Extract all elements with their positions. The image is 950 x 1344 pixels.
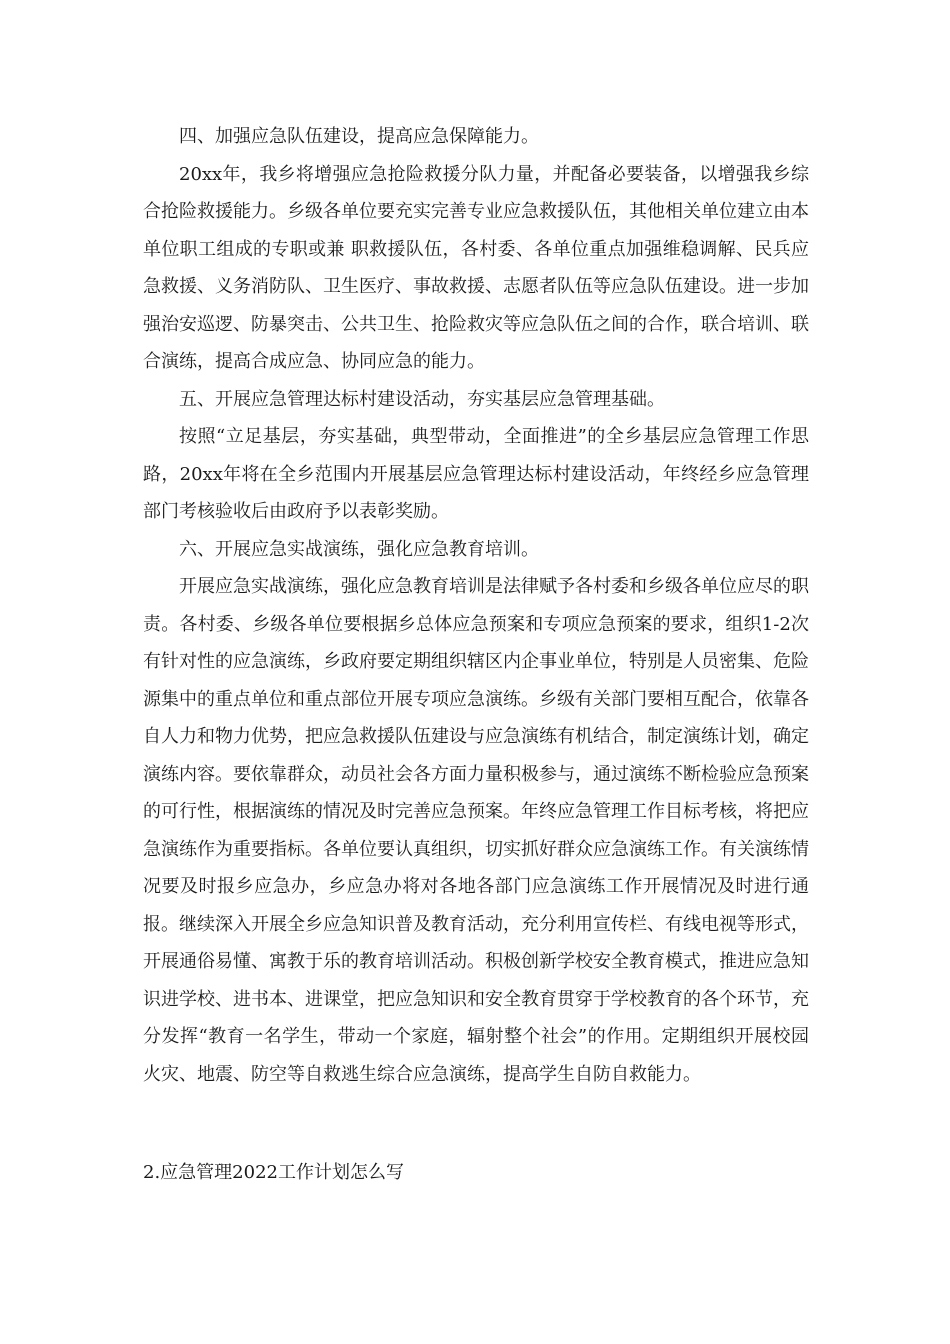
document-body xyxy=(143,118,809,1093)
heading-six: 六、开展应急实战演练，强化应急教育培训。 xyxy=(179,538,539,560)
paragraph-team-building: 20xx年，我乡将增强应急抢险救援分队力量，并配备必要装备，以增强我乡综合抢险救援能力。乡级各单位要充实完善专业应急救援队伍，其他相关单位建立由本单位职工组成的专职或兼 职救援队伍，各村委、各单位重点加强维稳调解、民兵应急救援、义务消防队、卫生医疗、事故救援、志愿者队伍等应急队伍建设。进一步加强治安巡逻、防暴突击、公共卫生、抢险救灾等应急队伍之间的合作，联合培训、联合演练，提高合成应急、协同应急的能力。 xyxy=(143,163,809,372)
paragraph-village-standard: 按照“立足基层，夯实基础，典型带动，全面推进”的全乡基层应急管理工作思路，20xx年将在全乡范围内开展基层应急管理达标村建设活动，年终经乡应急管理部门考核验收后由政府予以表彰奖励。 xyxy=(143,426,809,522)
heading-five: 五、开展应急管理达标村建设活动，夯实基层应急管理基础。 xyxy=(179,388,665,410)
section-title: 2.应急管理2022工作计划怎么写 xyxy=(143,1162,404,1183)
heading-four: 四、加强应急队伍建设，提高应急保障能力。 xyxy=(179,126,539,147)
paragraph-drills-training: 开展应急实战演练，强化应急教育培训是法律赋予各村委和乡级各单位应尽的职责。各村委、乡级各单位要根据乡总体应急预案和专项应急预案的要求，组织1-2次有针对性的应急演练，乡政府要定期组织辖区内企事业单位，特别是人员密集、危险源集中的重点单位和重点部位开展专项应急演练。乡级有关部门要相互配合，依靠各自人力和物力优势，把应急救援队伍建设与应急演练有机结合，制定演练计划，确定演练内容。要依靠群众，动员社会各方面力量积极参与，通过演练不断检验应急预案的可行性，根据演练的情况及时完善应急预案。年终应急管理工作目标考核，将把应急演练作为重要指标。各单位要认真组织，切实抓好群众应急演练工作。有关演练情况要及时报乡应急办，乡应急办将对各地各部门应急演练工作开展情况及时进行通报。继续深入开展全乡应急知识普及教育活动，充分利用宣传栏、有线电视等形式，开展通俗易懂、寓教于乐的教育培训活动。积极创新学校安全教育模式，推进应急知识进学校、进书本、进课堂，把应急知识和安全教育贯穿于学校教育的各个环节，充分发挥“教育一名学生，带动一个家庭，辐射整个社会”的作用。定期组织开展校园火灾、地震、防空等自救逃生综合应急演练，提高学生自防自救能力。 xyxy=(143,576,809,1085)
